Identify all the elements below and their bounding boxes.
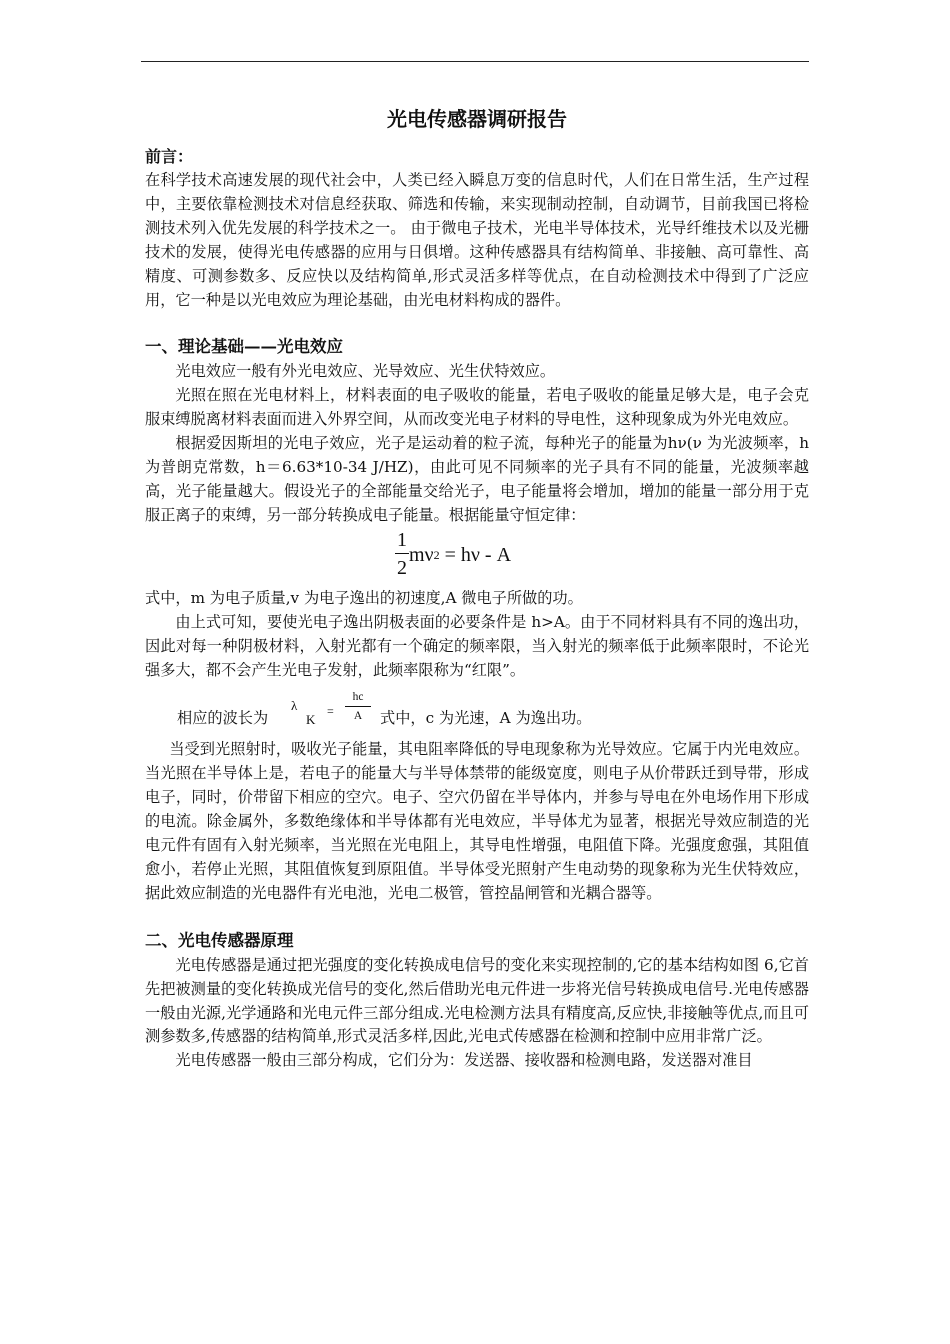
fraction-bar: [395, 553, 409, 554]
paragraph: 光电传感器一般由三部分构成，它们分为：发送器、接收器和检测电路，发送器对准目: [175, 1051, 753, 1070]
lambda-subscript: K: [306, 712, 316, 728]
section-heading-theory: 一、理论基础——光电效应: [145, 337, 343, 357]
formula-expression: [409, 543, 511, 567]
paragraph: 光电传感器是通过把光强度的变化转换成电信号的变化来实现控制的,它的基本结构如图 6,它首先把被测量的变化转换成光信号的变化,然后借助光电元件进一步将光信号转换成电信号.光电传感器一般由光源,光学通路和光电元件三部分组成.光电检测方法具有精度高,反应快,非接触等优点,而且可测参数多,传感器的结构简单,形式灵活多样,因此,光电式传感器在检测和控制中应用非常广泛。: [145, 955, 809, 1046]
wavelength-denominator: A: [353, 710, 363, 723]
wavelength-suffix: 式中，c 为光速，A 为逸出功。: [380, 709, 592, 728]
formula-lhs: mν: [409, 543, 434, 566]
page-title: 光电传感器调研报告: [387, 107, 567, 131]
preface-paragraph: 在科学技术高速发展的现代社会中，人类已经入瞬息万变的信息时代，人们在日常生活，生产过程中，主要依靠检测技术对信息经获取、筛选和传输，来实现制动控制，自动调节，目前我国已将检测技术列入优先发展的科学技术之一。 由于微电子技术，光电半导体技术，光导纤维技术以及光栅技术的发展，使得光电传感器的应用与日俱增。这种传感器具有结构简单、非接触、高可靠性、高精度、可测参数多、反应快以及结构简单,形式灵活多样等优点，在自动检测技术中得到了广泛应用，它一种是以光电效应为理论基础，由光电材料构成的器件。: [145, 171, 809, 309]
wavelength-fraction: [345, 690, 371, 724]
header-rule: [141, 61, 809, 62]
paragraph: 根据爱因斯坦的光电子效应，光子是运动着的粒子流，每种光子的能量为hν(ν 为光波频率，h 为普朗克常数，h＝6.63*10-34 J/HZ)，由此可见不同频率的光子具有不同的能量，光波频率越高，光子能量越大。假设光子的全部能量交给光子，电子能量将会增加，增加的能量一部分用于克服正离子的束缚，另一部分转换成电子能量。根据能量守恒定律：: [145, 434, 809, 524]
section-heading-principle: 二、光电传感器原理: [145, 930, 294, 950]
formula-fraction: [395, 529, 409, 580]
wavelength-formula-line: [145, 691, 809, 738]
formula-rhs: = hν - A: [439, 543, 512, 566]
formula-denominator: 2: [397, 556, 407, 579]
wavelength-prefix: 相应的波长为: [177, 709, 269, 728]
wavelength-numerator: hc: [352, 691, 364, 704]
lambda-symbol: λ: [291, 698, 298, 714]
paragraph: 光电效应一般有外光电效应、光导效应、光生伏特效应。: [175, 362, 556, 381]
paragraph: 光照在照在光电材料上，材料表面的电子吸收的能量，若电子吸收的能量足够大是，电子会克服束缚脱离材料表面而进入外界空间，从而改变光电子材料的导电性，这种现象成为外光电效应。: [145, 386, 809, 429]
fraction-bar: [345, 706, 371, 707]
equals-sign: =: [327, 704, 334, 719]
formula-numerator: 1: [397, 528, 407, 551]
energy-formula: [145, 529, 809, 587]
document-body: [145, 104, 809, 1073]
paragraph: 当受到光照射时，吸收光子能量，其电阻率降低的导电现象称为光导效应。它属于内光电效应。当光照在半导体上是，若电子的能量大与半导体禁带的能级宽度，则电子从价带跃迁到导带，形成电子，同时，价带留下相应的空穴。电子、空穴仍留在半导体内，并参与导电在外电场作用下形成的电流。除金属外，多数绝缘体和半导体都有光电效应，半导体尤为显著，根据光导效应制造的光电元件有固有入射光频率，当光照在光电阻上，其导电性增强，电阻值下降。光强度愈强，其阻值愈小，若停止光照，其阻值恢复到原阻值。半导体受光照射产生电动势的现象称为光生伏特效应，据此效应制造的光电器件有光电池，光电二极管，管控晶闸管和光耦合器等。: [145, 740, 809, 902]
paragraph: 式中，m 为电子质量,v 为电子逸出的初速度,A 微电子所做的功。: [145, 588, 583, 607]
formula-exponent: 2: [433, 547, 440, 562]
paragraph: 由上式可知，要使光电子逸出阴极表面的必要条件是 h>A。由于不同材料具有不同的逸出功，因此对每一种阴极材料，入射光都有一个确定的频率限，当入射光的频率低于此频率限时，不论光强多大，都不会产生光电子发射，此频率限称为“红限”。: [145, 612, 809, 679]
preface-label: 前言：: [145, 147, 194, 166]
